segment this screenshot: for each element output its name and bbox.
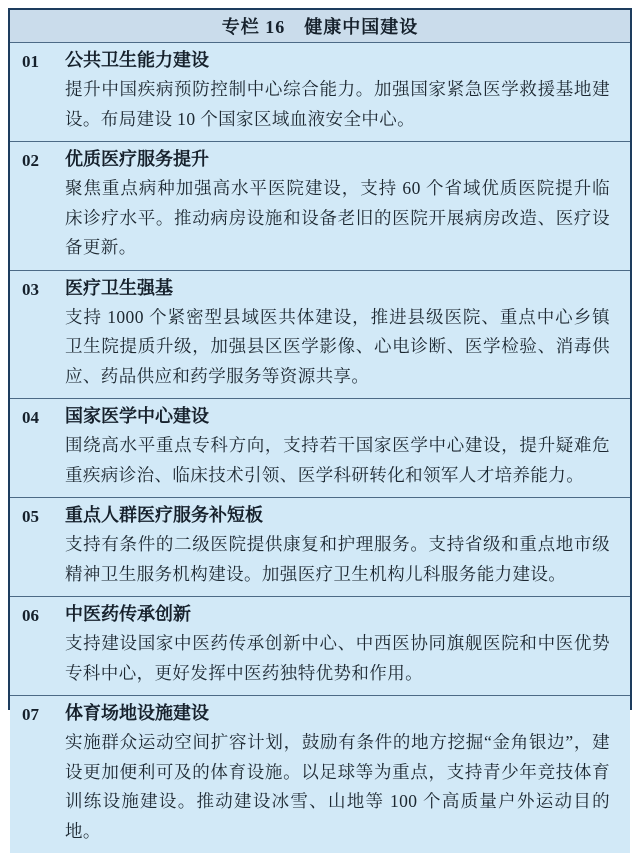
item-row-03	[10, 271, 630, 400]
item-row-01	[10, 43, 630, 142]
policy-box-panel	[8, 8, 632, 841]
item-title: 优质医疗服务提升	[65, 149, 209, 169]
item-body: 支持有条件的二级医院提供康复和护理服务。支持省级和重点地市级精神卫生服务机构建设。加强医疗卫生机构儿科服务能力建设。	[65, 534, 610, 584]
item-row-04	[10, 399, 630, 498]
item-row-07	[10, 696, 630, 853]
item-number: 04	[22, 408, 39, 427]
item-body: 支持建设国家中医药传承创新中心、中西医协同旗舰医院和中医优势专科中心，更好发挥中医药独特优势和作用。	[65, 633, 610, 683]
item-title: 公共卫生能力建设	[65, 50, 209, 70]
item-title: 中医药传承创新	[65, 604, 191, 624]
item-body: 围绕高水平重点专科方向，支持若干国家医学中心建设，提升疑难危重疾病诊治、临床技术引领、医学科研转化和领军人才培养能力。	[65, 435, 610, 485]
item-number: 05	[22, 507, 39, 526]
item-body: 聚焦重点病种加强高水平医院建设，支持 60 个省域优质医院提升临床诊疗水平。推动病房设施和设备老旧的医院开展病房改造、医疗设备更新。	[65, 178, 610, 257]
item-content	[65, 600, 610, 688]
item-row-05	[10, 498, 630, 597]
item-title: 重点人群医疗服务补短板	[65, 505, 263, 525]
item-content	[65, 501, 610, 589]
item-row-06	[10, 597, 630, 696]
panel-header	[10, 10, 630, 43]
item-content	[65, 274, 610, 392]
item-content	[65, 699, 610, 846]
item-number: 07	[22, 705, 39, 724]
item-body: 提升中国疾病预防控制中心综合能力。加强国家紧急医学救援基地建设。布局建设 10 个国家区域血液安全中心。	[65, 79, 610, 129]
item-title: 国家医学中心建设	[65, 406, 209, 426]
item-row-02	[10, 142, 630, 271]
item-title: 医疗卫生强基	[65, 277, 173, 298]
item-title: 体育场地设施建设	[65, 703, 209, 723]
item-body: 实施群众运动空间扩容计划，鼓励有条件的地方挖掘“金角银边”，建设更加便利可及的体育设施。以足球等为重点，支持青少年竞技体育训练设施建设。推动建设冰雪、山地等 100 个高质量户外运动目的地。	[65, 732, 610, 841]
item-number: 03	[22, 279, 39, 299]
item-body: 支持 1000 个紧密型县域医共体建设，推进县级医院、重点中心乡镇卫生院提质升级，加强县区医学影像、心电诊断、医学检验、消毒供应、药品供应和药学服务等资源共享。	[65, 306, 610, 386]
item-content	[65, 46, 610, 134]
item-number: 06	[22, 606, 39, 625]
item-number: 02	[22, 151, 39, 170]
item-content	[65, 145, 610, 263]
panel-title: 专栏 16 健康中国建设	[221, 17, 419, 37]
item-number: 01	[22, 52, 39, 71]
item-content	[65, 402, 610, 490]
item-list	[10, 43, 630, 853]
